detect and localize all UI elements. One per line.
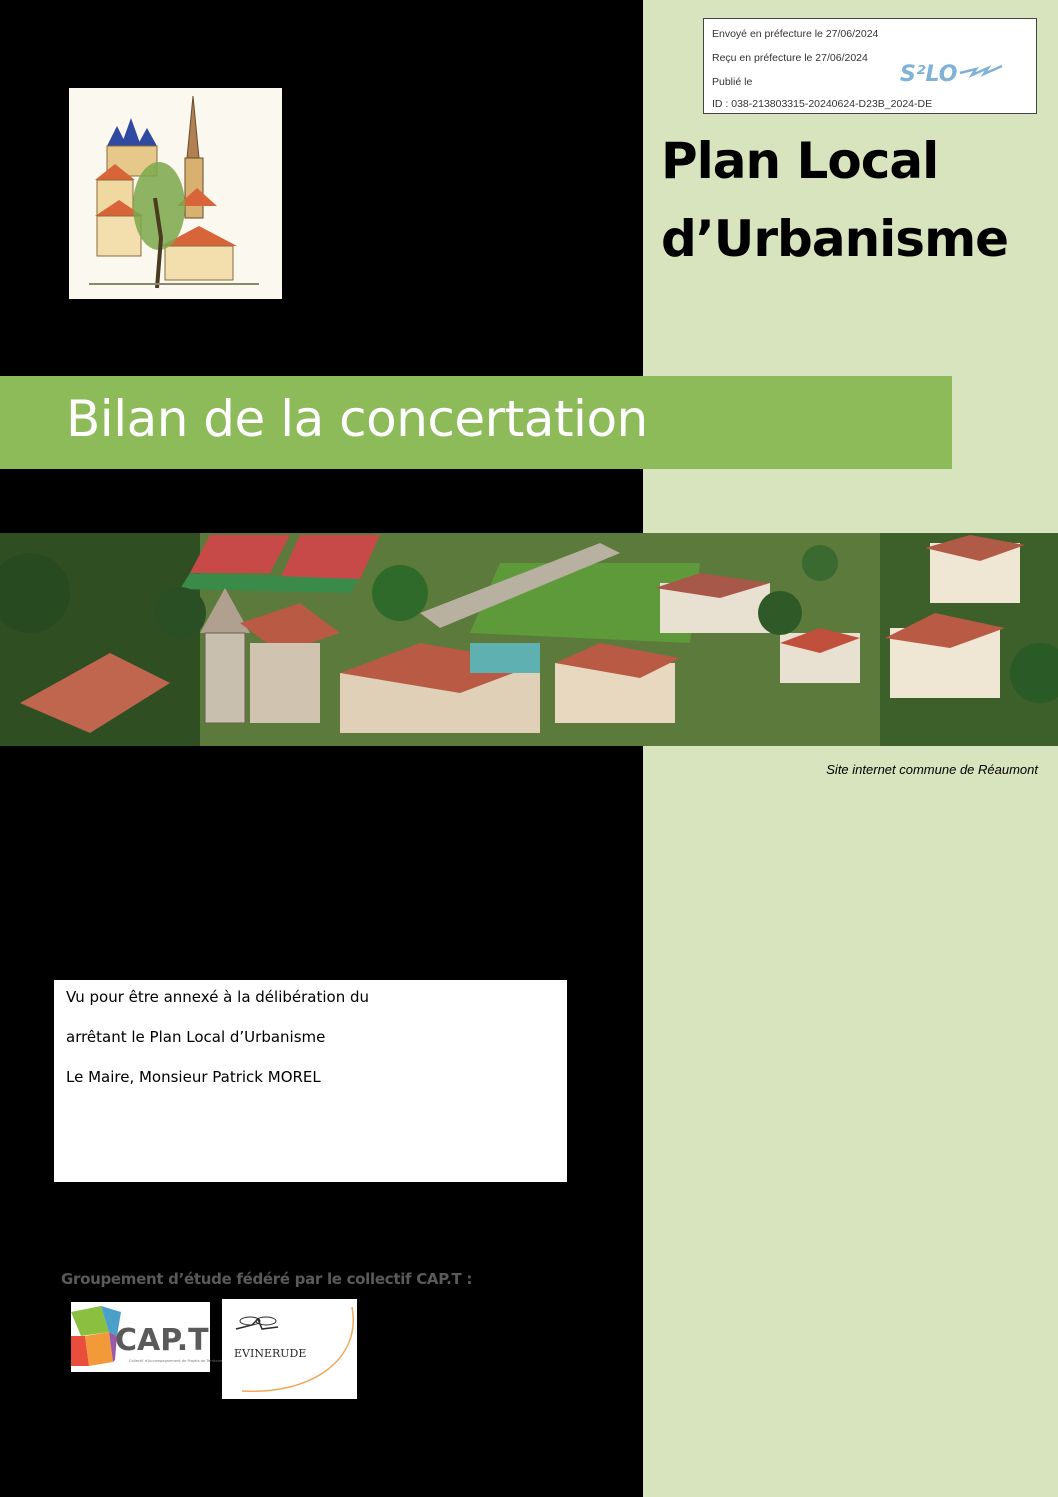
stamp-sent: Envoyé en préfecture le 27/06/2024 bbox=[712, 28, 879, 40]
study-group-label: Groupement d’étude fédéré par le collectif CAP.T : bbox=[61, 1270, 473, 1288]
commune-logo bbox=[69, 88, 282, 299]
prefecture-stamp bbox=[703, 18, 1037, 114]
stamp-received: Reçu en préfecture le 27/06/2024 bbox=[712, 52, 868, 64]
stamp-id: ID : 038-213803315-20240624-D23B_2024-DE bbox=[712, 98, 933, 110]
capt-logo-text: CAP.T bbox=[115, 1323, 209, 1358]
photo-credit: Site internet commune de Réaumont bbox=[826, 762, 1038, 777]
evinerude-logo bbox=[222, 1299, 357, 1399]
village-drawing-icon bbox=[69, 88, 282, 299]
title-line-2: d’Urbanisme bbox=[661, 210, 1009, 268]
document-title bbox=[661, 122, 1051, 278]
annex-line-1: Vu pour être annexé à la délibération du bbox=[66, 988, 369, 1006]
capt-logo-subtitle: Collectif d'Accompagnement de Projets de Territoire bbox=[129, 1359, 223, 1363]
subtitle-text: Bilan de la concertation bbox=[66, 390, 648, 448]
title-line-1: Plan Local bbox=[661, 132, 939, 190]
stamp-published: Publié le bbox=[712, 76, 753, 88]
aerial-photo bbox=[0, 533, 1058, 746]
annex-line-3: Le Maire, Monsieur Patrick MOREL bbox=[66, 1068, 321, 1086]
annex-line-2: arrêtant le Plan Local d’Urbanisme bbox=[66, 1028, 326, 1046]
s2lo-logo bbox=[898, 57, 1008, 89]
s2lo-logo-text: S²LO bbox=[900, 62, 958, 87]
subtitle-band bbox=[0, 376, 952, 469]
capt-logo bbox=[71, 1302, 223, 1372]
annex-box bbox=[54, 980, 567, 1182]
evinerude-logo-text: EVINERUDE bbox=[234, 1347, 307, 1360]
aerial-village-image bbox=[0, 533, 1058, 746]
